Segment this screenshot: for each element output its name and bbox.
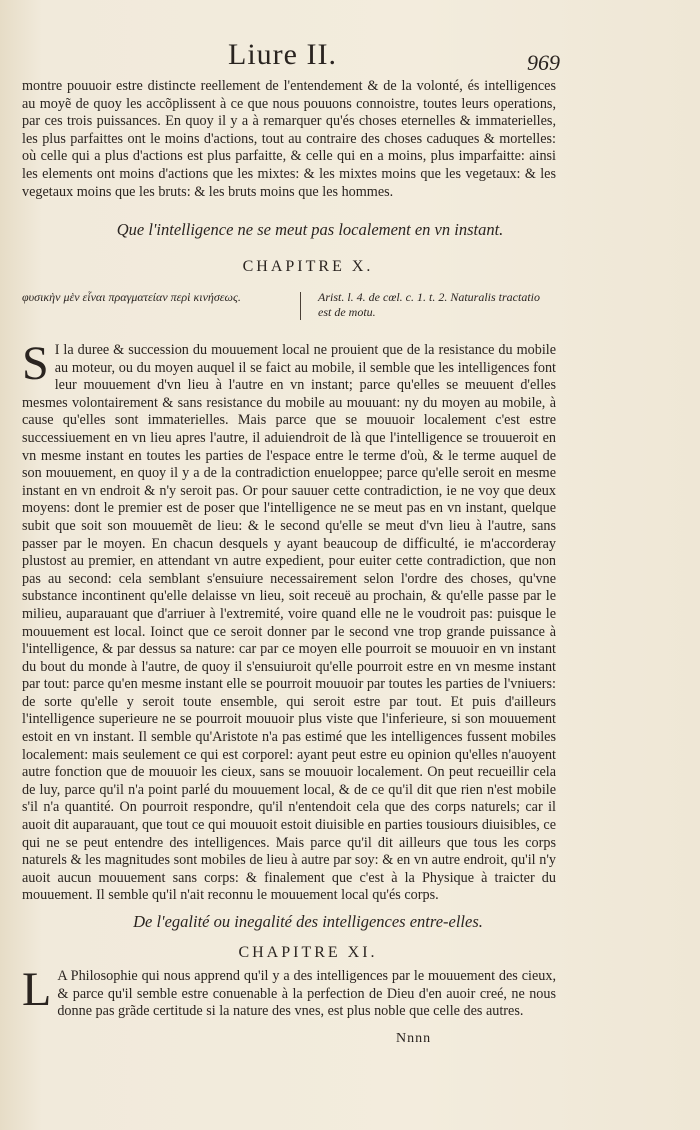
chapter-x-body	[22, 337, 556, 905]
running-title: Liure II.	[228, 38, 337, 71]
drop-cap-l: L	[22, 963, 52, 1016]
section-heading-x: Que l'intelligence ne se meut pas localement en vn instant.	[116, 220, 504, 239]
chapter-title-xi: CHAPITRE XI.	[238, 944, 378, 961]
chapter-x-paragraph: I la duree & succession du mouuement local ne prouient que de la resistance du mobile au moteur, ou du moyen auquel il se faict au mobile, il semble que les intelligences font leur mouuement d'vn lieu à l'autre en vn instant; parce qu'elles se meuuent d'elles mesmes volontairement & sans resistance du mobile au mouuant: ny du moyen au mobile, à cause qu'elles sont immaterielles. Mais parce que se mouuoir localement c'est estre successiuement en vn lieu apres l'autre, il aduiendroit de là que l'intelligence se trouueroit en vn mesme instant en toutes les parties de l'espace entre le terme d'où, & le terme auquel de son mouuement, en quoy il y a de la contradiction enueloppee; parce qu'elle seroit en mesme instant en vn endroit & n'y seroit pas. Or pour sauuer cette contradiction, ie ne voy que deux moyens: dont le premier est de poser que l'intelligence ne se meut pas en vn instant, quelque subit que soit son mouuemẽt de lieu: & le second qu'elle se meut d'vn lieu à l'autre, sans passer par le moyen. En chacun desquels y ayant beaucoup de difficulté, ie m'accorderay plustost au premier, en attendant vn autre expedient, pour euiter cette contradiction, que non pas au second: cela semblant s'ensuiure necessairement selon l'ordre des choses, qu'vne substance incontinent qu'elle delaisse vn lieu, soit receuë au prochain, & qu'elle passe par le milieu, auparauant que d'arriuer à l'extremité, voire quand elle ne le voudroit pas: puisque le mouuement est local. Ioinct que ce seroit donner par le second vne trop grande puissance à l'intelligence, & par dessus sa nature: car par ce moyen elle pourroit se mouuoir en vn instant du bout du monde à l'autre, de quoy il s'ensuiuroit qu'elle pourroit estre en vn mesme instant par tout: parce qu'en mesme instant elle se pourroit mouuoir par toutes les parties de l'vniuers: de sorte qu'elle y seroit toute ensemble, qui seroit estre par tout. Et puis d'ailleurs l'intelligence superieure ne se pourroit mouuoir plus viste que l'inferieure, si son mouuement estoit en vn instant. Il semble qu'Aristote n'a pas estimé que les intelligences fussent mobiles localement: mais seulement ce qui est corporel: ayant peut estre eu opinion qu'elles n'auoyent autre fonction que de mouuoir les cieux, sans se mouuoir localement. On peut recueillir cela de luy, parce qu'il n'a point parlé du mouuement local, & de ce qu'il dit que rien n'est mobile s'il n'a quantité. On pourroit respondre, qu'il n'entendoit cela que des corps naturels; car il auoit dit auparauant, que tout ce qui mouuoit estoit diuisible en parties tousiours diuisibles, ce qui ne se peut entendre des intelligences. Mais parce qu'il dit ailleurs que tous les corps naturels & les magnitudes sont mobiles de lieu à autre par soy: & en vn autre endroit, qu'il n'y auoit aucun mouuement sans corps: & finalement que c'est à la Physique à traicter du mouuement. Il semble qu'il n'ait reconnu le mouuement local qu'és corps.	[22, 342, 556, 904]
drop-cap-s: S	[22, 337, 49, 390]
note-divider	[300, 292, 301, 320]
section-heading-xi: De l'egalité ou inegalité des intelligences entre-elles.	[133, 912, 483, 931]
page-number: 969	[527, 50, 560, 75]
margin-note: Arist. l. 4. de cœl. c. 1. t. 2. Naturalis tractatio est de motu.	[318, 290, 540, 319]
marginal-notes	[22, 290, 556, 326]
chapter-xi-body	[22, 963, 556, 1021]
greek-citation: φυσικὴν μὲν εἶναι πραγματείαν περὶ κινήσεως.	[22, 290, 241, 304]
chapter-xi-paragraph: A Philosophie qui nous apprend qu'il y a des intelligences par le mouuement des cieux, & parce qu'il semble estre conuenable à la perfection de Dieu d'en auoir creé, ne nous donne pas grãde certitude si la nature des vnes, est plus noble que celle des autres.	[57, 968, 556, 1020]
catchword: Nnnn	[396, 1031, 432, 1046]
intro-paragraph: montre pouuoir estre distincte reellement de l'entendement & de la volonté, és intelligences au moyẽ de quoy les accõplissent à ce que nous pouuons connoistre, toutes leurs operations, par ces trois puissances. En quoy il y a à remarquer qu'és choses eternelles & immaterielles, les plus parfaittes ont le moins d'actions, tout au contraire des choses caduques & mortelles: où celle qui a plus d'actions est plus parfaitte, & celle qui en a moins, plus imparfaitte: ainsi les elements ont moins d'actions que les mixtes: & les mixtes moins que les vegetaux: & les vegetaux moins que les bruts: & les bruts moins que les hommes.	[22, 78, 556, 200]
intro-paragraph-block	[22, 78, 556, 201]
page-header	[0, 38, 700, 75]
chapter-title-x: CHAPITRE X.	[242, 258, 374, 275]
